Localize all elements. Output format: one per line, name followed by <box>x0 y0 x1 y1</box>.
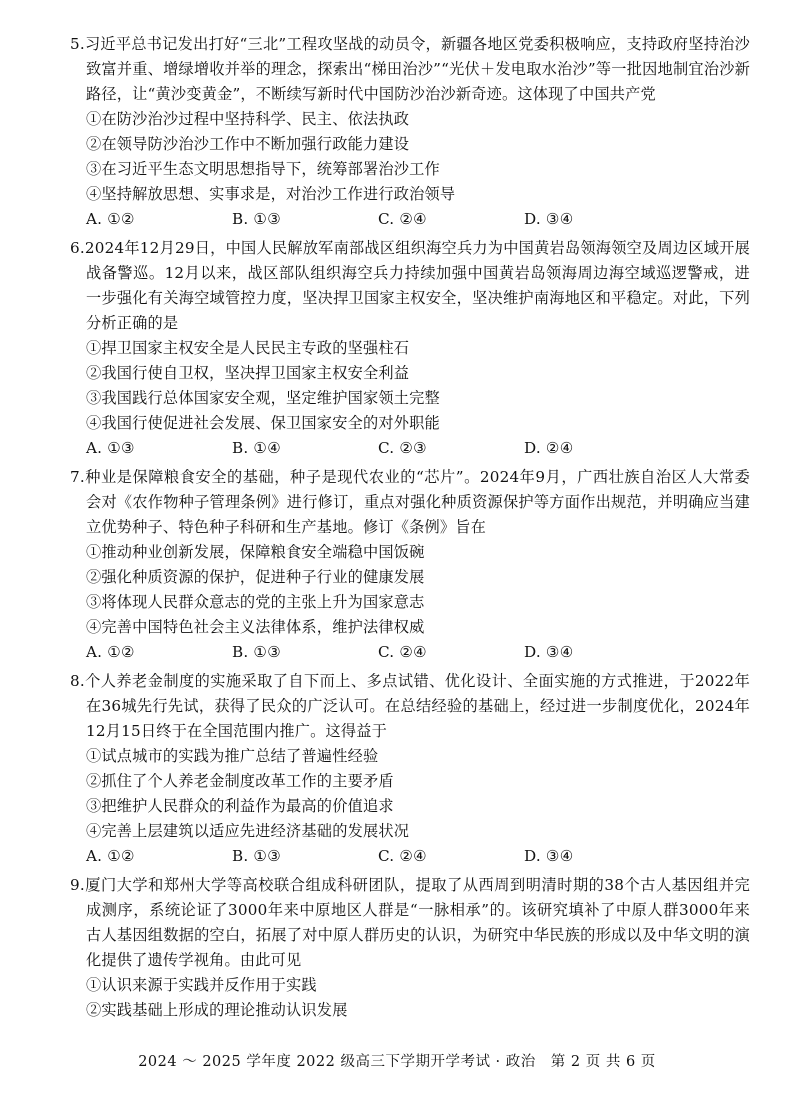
statement-1: ①认识来源于实践并反作用于实践 <box>86 976 317 994</box>
option-a: A. ①② <box>86 643 135 661</box>
statement-1: ①试点城市的实践为推广总结了普遍性经验 <box>86 747 379 765</box>
option-b: B. ①③ <box>232 643 282 661</box>
statement-1: ①捍卫国家主权安全是人民民主专政的坚强柱石 <box>86 339 410 357</box>
statement-4: ④完善上层建筑以适应先进经济基础的发展状况 <box>86 822 410 840</box>
question-7 <box>70 465 750 665</box>
statement-1: ①推动种业创新发展，保障粮食安全端稳中国饭碗 <box>86 543 425 561</box>
option-c: C. ②④ <box>378 643 427 661</box>
statement-4: ④我国行使促进社会发展、保卫国家安全的对外职能 <box>86 414 440 432</box>
answer-options <box>70 844 750 869</box>
option-d: D. ③④ <box>524 210 574 228</box>
question-text: 习近平总书记发出打好“三北”工程攻坚战的动员令，新疆各地区党委积极响应，支持政府坚持治沙致富并重、增绿增收并举的理念，探索出“梯田治沙”“光伏＋发电取水治沙”等一批因地制宜治沙新路径，让“黄沙变黄金”，不断续写新时代中国防沙治沙新奇迹。这体现了中国共产党 <box>84 35 750 103</box>
question-text: 厦门大学和郑州大学等高校联合组成科研团队，提取了从西周到明清时期的38个古人基因组并完成测序，系统论证了3000年来中原地区人群是“一脉相承”的。该研究填补了中原人群3000年来古人基因组数据的空白，拓展了对中原人群历史的认识，为研究中华民族的形成以及中华文明的演化提供了遗传学视角。由此可见 <box>84 876 750 969</box>
option-a: A. ①③ <box>86 439 135 457</box>
option-d: D. ③④ <box>524 847 574 865</box>
statement-3: ③在习近平生态文明思想指导下，统筹部署治沙工作 <box>86 160 440 178</box>
question-8 <box>70 669 750 869</box>
question-5 <box>70 32 750 232</box>
question-stem <box>70 873 750 973</box>
statement-2: ②在领导防沙治沙工作中不断加强行政能力建设 <box>86 135 410 153</box>
statement-4: ④坚持解放思想、实事求是，对治沙工作进行政治领导 <box>86 185 456 203</box>
statement-1: ①在防沙治沙过程中坚持科学、民主、依法执政 <box>86 110 410 128</box>
option-b: B. ①④ <box>232 439 282 457</box>
question-stem <box>70 32 750 107</box>
question-list <box>70 32 750 1027</box>
statement-3: ③我国践行总体国家安全观，坚定维护国家领土完整 <box>86 389 440 407</box>
option-a: A. ①② <box>86 210 135 228</box>
option-c: C. ②④ <box>378 847 427 865</box>
question-text: 种业是保障粮食安全的基础，种子是现代农业的“芯片”。2024年9月，广西壮族自治区人大常委会对《农作物种子管理条例》进行修订，重点对强化种质资源保护等方面作出规范，并明确应当建立优势种子、特色种子科研和生产基地。修订《条例》旨在 <box>84 468 750 536</box>
page-footer: 2024 ～ 2025 学年度 2022 级高三下学期开学考试 · 政治 第 2 页 共 6 页 <box>138 1054 656 1070</box>
answer-options <box>70 207 750 232</box>
option-a: A. ①② <box>86 847 135 865</box>
option-d: D. ③④ <box>524 643 574 661</box>
statement-4: ④完善中国特色社会主义法律体系，维护法律权威 <box>86 618 425 636</box>
option-b: B. ①③ <box>232 847 282 865</box>
question-number: 8. <box>70 672 85 690</box>
option-b: B. ①③ <box>232 210 282 228</box>
answer-options <box>70 436 750 461</box>
statement-3: ③把维护人民群众的利益作为最高的价值追求 <box>86 797 394 815</box>
question-stem <box>70 236 750 336</box>
option-c: C. ②③ <box>378 439 427 457</box>
question-9 <box>70 873 750 1023</box>
question-stem <box>70 465 750 540</box>
statement-2: ②抓住了个人养老金制度改革工作的主要矛盾 <box>86 772 394 790</box>
question-text: 2024年12月29日，中国人民解放军南部战区组织海空兵力为中国黄岩岛领海领空及周边区域开展战备警巡。12月以来，战区部队组织海空兵力持续加强中国黄岩岛领海周边海空域巡逻警戒，进一步强化有关海空域管控力度，坚决捍卫国家主权安全，坚决维护南海地区和平稳定。对此，下列分析正确的是 <box>84 239 750 332</box>
statement-2: ②我国行使自卫权，坚决捍卫国家主权安全利益 <box>86 364 410 382</box>
question-stem <box>70 669 750 744</box>
question-number: 7. <box>70 468 85 486</box>
question-6 <box>70 236 750 461</box>
answer-options <box>70 640 750 665</box>
question-number: 9. <box>70 876 85 894</box>
option-c: C. ②④ <box>378 210 427 228</box>
question-number: 6. <box>70 239 85 257</box>
statement-2: ②强化种质资源的保护，促进种子行业的健康发展 <box>86 568 425 586</box>
statement-3: ③将体现人民群众意志的党的主张上升为国家意志 <box>86 593 425 611</box>
question-number: 5. <box>70 35 85 53</box>
option-d: D. ②④ <box>524 439 574 457</box>
question-text: 个人养老金制度的实施采取了自下而上、多点试错、优化设计、全面实施的方式推进，于2022年在36城先行先试，获得了民众的广泛认可。在总结经验的基础上，经过进一步制度优化，2024年12月15日终于在全国范围内推广。这得益于 <box>84 672 750 740</box>
statement-2: ②实践基础上形成的理论推动认识发展 <box>86 1001 348 1019</box>
